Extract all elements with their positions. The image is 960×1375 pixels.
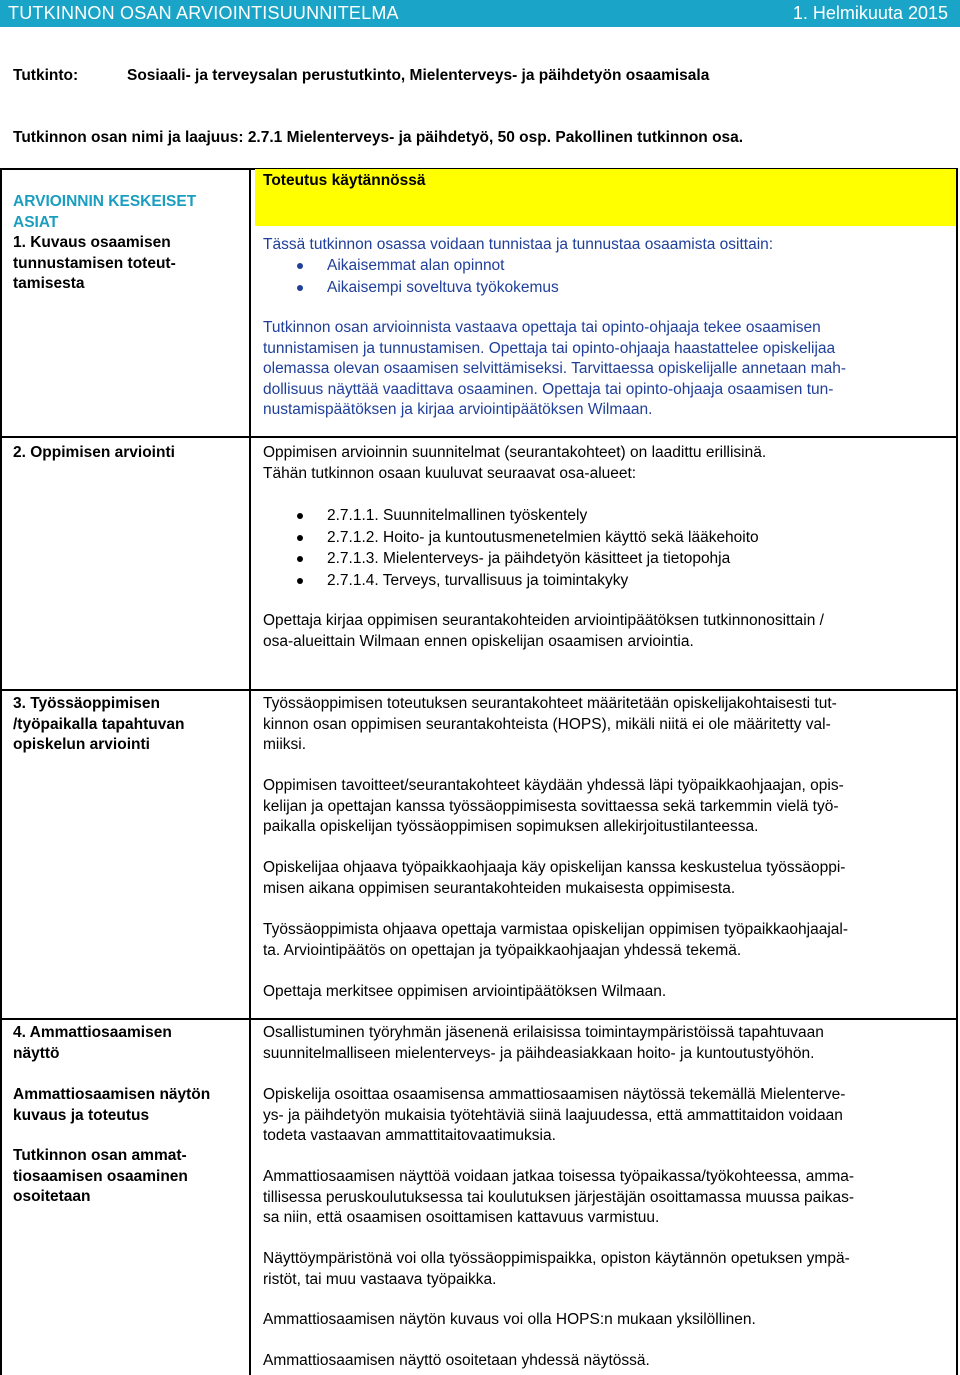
section4-paragraph-2: Opiskelija osoittaa osaamisensa ammattiosaamisen näytössä tekemällä Mielenterve- ys- ja päihdetyön mukaisia työtehtäviä siinä laajuudessa, että ammattitaidon voidaan todeta vastaavan ammattitaitovaatimuksia.: [263, 1086, 846, 1144]
row-divider-3: [0, 1018, 958, 1020]
list-item: 2.7.1.4. Terveys, turvallisuus ja toimintakyky: [263, 570, 759, 592]
list-item: 2.7.1.2. Hoito- ja kuntoutusmenetelmien käyttö sekä lääkehoito: [263, 527, 759, 549]
section4-paragraph-4: Näyttöympäristönä voi olla työssäoppimispaikka, opiston käytännön opetuksen ympä- ristöt, tai muu vastaava työpaikka.: [263, 1250, 850, 1288]
list-item: Aikaisemmat alan opinnot: [263, 255, 559, 277]
section3-label: 3. Työssäoppimisen /työpaikalla tapahtuvan opiskelun arviointi: [13, 695, 185, 753]
table-border-left: [0, 168, 2, 1375]
document-header: [0, 0, 960, 27]
section2-intro: Oppimisen arvioinnin suunnitelmat (seurantakohteet) on laadittu erillisinä. Tähän tutkinnon osaan kuuluvat seuraavat osa-alueet:: [263, 444, 767, 482]
section4-label-heading: 4. Ammattiosaamisen näyttö: [13, 1024, 172, 1062]
section2-paragraph: Opettaja kirjaa oppimisen seurantakohteiden arviointipäätöksen tutkinnonosittain / osa-alueittain Wilmaan ennen opiskelijan osaamisen arviointia.: [263, 612, 824, 650]
section4-paragraph-6: Ammattiosaamisen näyttö osoitetaan yhdessä näytössä.: [263, 1352, 650, 1369]
section3-paragraph-3: Opiskelijaa ohjaava työpaikkaohjaaja käy opiskelijan kanssa keskustelua työssäoppi- misen aikana oppimisen seurantakohteiden mukaisesta oppimisesta.: [263, 859, 846, 897]
section1-label: 1. Kuvaus osaamisen tunnustamisen toteut- tamisesta: [13, 234, 176, 292]
section2-label: 2. Oppimisen arviointi: [13, 444, 175, 461]
table-header-right: Toteutus käytännössä: [263, 172, 426, 189]
section2-bullets: [263, 505, 759, 591]
section3-paragraph-5: Opettaja merkitsee oppimisen arviointipäätöksen Wilmaan.: [263, 983, 667, 1000]
section3-paragraph-4: Työssäoppimista ohjaava opettaja varmistaa opiskelijan oppimisen työpaikkaohjaajal- ta. Arviointipäätös on opettajan ja työpaikkaohjaajan yhdessä tekemä.: [263, 921, 849, 959]
document-title: TUTKINNON OSAN ARVIOINTISUUNNITELMA: [8, 3, 399, 23]
section4-label-competence: Tutkinnon osan ammat- tiosaamisen osaaminen osoitetaan: [13, 1147, 188, 1205]
table-border-right: [956, 168, 958, 1375]
section3-paragraph-2: Oppimisen tavoitteet/seurantakohteet käydään yhdessä läpi työpaikkaohjaajan, opis- kelijan ja opettajan kanssa työssäoppimisesta sovittaessa sekä tarkemmin vielä työ- paikalla opiskelijan työssäoppimisen sopimuksen allekirjoitustilanteessa.: [263, 777, 844, 835]
section1-intro: Tässä tutkinnon osassa voidaan tunnistaa ja tunnustaa osaamista osittain:: [263, 236, 774, 253]
document-date: 1. Helmikuuta 2015: [792, 3, 948, 23]
list-item: 2.7.1.1. Suunnitelmallinen työskentely: [263, 505, 759, 527]
section4-label-description: Ammattiosaamisen näytön kuvaus ja toteutus: [13, 1086, 211, 1124]
list-item: 2.7.1.3. Mielenterveys- ja päihdetyön käsitteet ja tietopohja: [263, 548, 759, 570]
section4-paragraph-1: Osallistuminen työryhmän jäsenenä erilaisissa toimintaympäristöissä tapahtuvaan suunnitelmalliseen mielenterveys- ja päihdeasiakkaan hoito- ja kuntoutustyöhön.: [263, 1024, 824, 1062]
table-column-divider: [249, 168, 251, 1375]
section4-paragraph-3: Ammattiosaamisen näyttöä voidaan jatkaa toisessa työpaikassa/työkohteessa, amma- tillisessa peruskoulutuksessa tai koulutuksen järjestäjän osoittamassa muussa paikas- sa niin, että osaamisen osoittamisen kattavuus varmistuu.: [263, 1168, 855, 1226]
row-divider-1: [0, 436, 958, 438]
degree-label: Tutkinto:: [13, 67, 79, 84]
degree-value: Sosiaali- ja terveysalan perustutkinto, Mielenterveys- ja päihdetyön osaamisala: [127, 67, 710, 84]
list-item: Aikaisempi soveltuva työkokemus: [263, 277, 559, 299]
section3-paragraph-1: Työssäoppimisen toteutuksen seurantakohteet määritetään opiskelijakohtaisesti tut- kinnon osan oppimisen seurantakohteista (HOPS), mikäli niitä ei ole määritetty val- miiksi.: [263, 695, 837, 753]
table-header-left: ARVIOINNIN KESKEISET ASIAT: [13, 193, 197, 231]
section4-paragraph-5: Ammattiosaamisen näytön kuvaus voi olla HOPS:n mukaan yksilöllinen.: [263, 1311, 756, 1328]
section1-bullets: [263, 255, 559, 298]
row-divider-2: [0, 689, 958, 691]
section1-paragraph: Tutkinnon osan arvioinnista vastaava opettaja tai opinto-ohjaaja tekee osaamisen tunnistamisen ja tunnustamisen. Opettaja tai opinto-ohjaaja haastattelee opiskelijaa olemassa olevan osaamisen selvittämiseksi. Tarvittaessa opiskelijalle annetaan mah- dollisuus näyttää vaadittava osaaminen. Opettaja tai opinto-ohjaaja osaamisen tun- nustamispäätöksen ja kirjaa arviointipäätöksen Wilmaan.: [263, 319, 846, 418]
unit-title: Tutkinnon osan nimi ja laajuus: 2.7.1 Mielenterveys- ja päihdetyö, 50 osp. Pakollinen tutkinnon osa.: [13, 129, 744, 146]
